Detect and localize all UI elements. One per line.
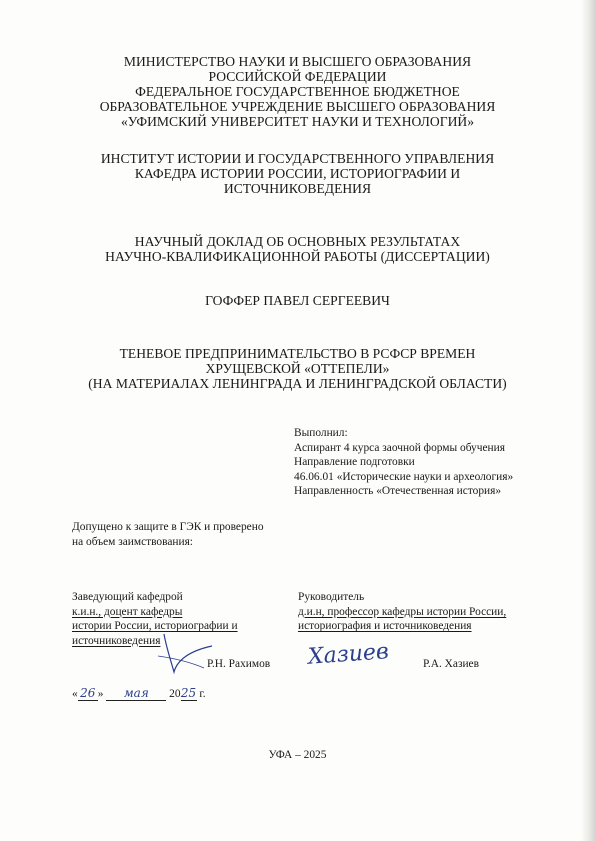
head-department-2: источниковедения <box>72 634 161 647</box>
institute-name: ИНСТИТУТ ИСТОРИИ И ГОСУДАРСТВЕННОГО УПРАВЛЕНИЯ <box>100 151 495 166</box>
department-name-2: ИСТОЧНИКОВЕДЕНИЯ <box>223 181 372 196</box>
institution-type-line: ФЕДЕРАЛЬНОЕ ГОСУДАРСТВЕННОЕ БЮДЖЕТНОЕ <box>135 84 460 99</box>
federation-line: РОССИЙСКОЙ ФЕДЕРАЦИИ <box>208 69 387 84</box>
specialization: Направленность «Отечественная история» <box>294 485 502 497</box>
author-name-text: ГОФФЕР ПАВЕЛ СЕРГЕЕВИЧ <box>205 293 390 308</box>
date-month: мая <box>106 686 166 701</box>
date-year-suffix: 25 <box>180 686 197 700</box>
thesis-title-line-3: (НА МАТЕРИАЛАХ ЛЕНИНГРАДА И ЛЕНИНГРАДСКОЙ ОБЛАСТИ) <box>88 376 507 391</box>
thesis-title <box>0 346 595 391</box>
thesis-title-line-2: ХРУЩЕВСКОЙ «ОТТЕПЕЛИ» <box>205 361 390 376</box>
training-direction-label: Направление подготовки <box>294 456 415 468</box>
head-signature <box>150 628 222 678</box>
institution-type-line-2: ОБРАЗОВАТЕЛЬНОЕ УЧРЕЖДЕНИЕ ВЫСШЕГО ОБРАЗОВАНИЯ <box>99 99 496 114</box>
date-open-quote: « <box>72 688 78 700</box>
training-direction-code: 46.06.01 «Исторические науки и археология» <box>294 470 514 483</box>
head-title: Заведующий кафедрой <box>72 591 183 603</box>
head-degree: к.и.н., доцент кафедры <box>72 605 183 618</box>
date-close-quote: » <box>97 688 104 700</box>
date-year-prefix: 20 <box>169 688 181 700</box>
thesis-title-line: ТЕНЕВОЕ ПРЕДПРИНИМАТЕЛЬСТВО В РСФСР ВРЕМЕН <box>119 346 476 361</box>
supervisor-department: историография и источниковедения <box>298 620 472 632</box>
date-day: 26 <box>78 686 98 701</box>
ministry-line: МИНИСТЕРСТВО НАУКИ И ВЫСШЕГО ОБРАЗОВАНИЯ <box>123 54 472 69</box>
signing-date <box>72 686 206 701</box>
city-year-text: УФА – 2025 <box>268 749 327 761</box>
head-department: истории России, историографии и <box>72 620 238 632</box>
student-status: Аспирант 4 курса заочной формы обучения <box>294 441 505 454</box>
department-name: КАФЕДРА ИСТОРИИ РОССИИ, ИСТОРИОГРАФИИ И <box>134 166 461 181</box>
document-type-line: НАУЧНЫЙ ДОКЛАД ОБ ОСНОВНЫХ РЕЗУЛЬТАТАХ <box>134 234 461 249</box>
author-name <box>0 293 595 308</box>
date-suffix: г. <box>199 688 206 700</box>
document-type-line-2: НАУЧНО-КВАЛИФИКАЦИОННОЙ РАБОТЫ (ДИССЕРТАЦИИ) <box>105 249 490 264</box>
performed-by-block <box>294 426 513 499</box>
head-name: Р.Н. Рахимов <box>207 658 271 670</box>
supervisor-name: Р.А. Хазиев <box>423 658 479 670</box>
university-name: «УФИМСКИЙ УНИВЕРСИТЕТ НАУКИ И ТЕХНОЛОГИЙ» <box>120 114 475 129</box>
document-type <box>0 234 595 264</box>
admission-line-2: на объем заимствования: <box>72 535 193 548</box>
admission-note <box>72 520 264 549</box>
performed-label: Выполнил: <box>294 427 348 439</box>
ministry-header <box>0 54 595 129</box>
supervisor-degree: д.и.н, профессор кафедры истории России, <box>298 605 507 618</box>
supervisor-block <box>298 590 506 634</box>
admission-line: Допущено к защите в ГЭК и проверено <box>72 521 264 533</box>
supervisor-title: Руководитель <box>298 591 365 603</box>
supervisor-signature: Хазиев <box>307 639 390 670</box>
institute-header <box>0 151 595 196</box>
city-year <box>0 748 595 763</box>
